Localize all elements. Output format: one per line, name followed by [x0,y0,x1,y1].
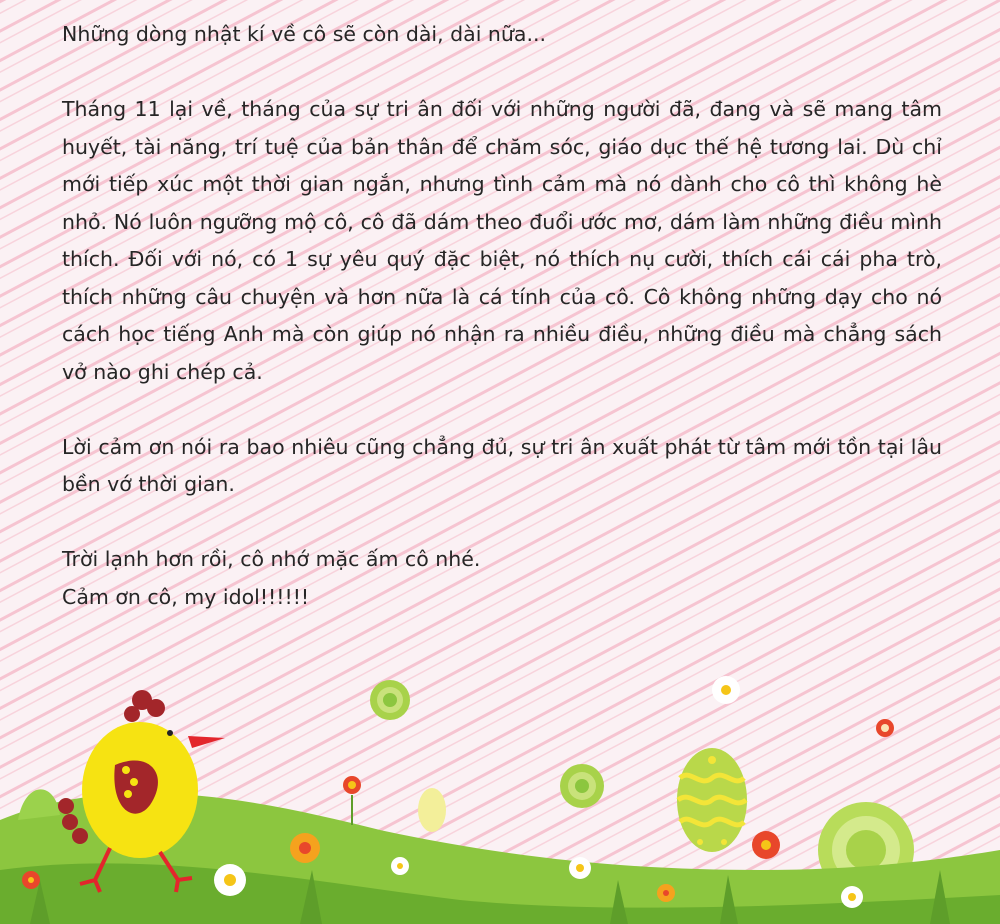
orange-flower-icon [290,833,320,863]
letter-intro: Những dòng nhật kí về cô sẽ còn dài, dài nữa... [62,22,547,46]
daisy-icon [391,857,409,875]
yellow-egg-icon [418,788,446,832]
easter-egg-icon [677,748,747,852]
letter-body [62,16,942,616]
closing-line-1: Trời lạnh hơn rồi, cô nhớ mặc ấm cô nhé. [62,547,481,571]
orange-flower-icon [752,831,780,859]
letter-paragraph-1: Tháng 11 lại về, tháng của sự tri ân đối với những người đã, đang và sẽ mang tâm huyết, tài năng, trí tuệ của bản thân để chăm sóc, giáo dục thế hệ tương lai. Dù chỉ mới tiếp xúc một thời gian ngắn, nhưng tình cảm mà nó dành cho cô thì không hè nhỏ. Nó luôn ngưỡng mộ cô, cô đã dám theo đuổi ước mơ, dám làm những điều mình thích. Đối với nó, có 1 sự yêu quý đặc biệt, nó thích nụ cười, thích cái cái pha trò, thích những câu chuyện và hơn nữa là cá tính của cô. Cô không những dạy cho nó cách học tiếng Anh mà còn giúp nó nhận ra nhiều điều, những điều mà chẳng sách vở nào ghi chép cả. [62,97,942,384]
orange-flower-icon [876,719,894,737]
orange-flower-icon [657,884,675,902]
daisy-icon [214,864,246,896]
daisy-icon [712,676,740,704]
green-circle-icon [370,680,410,720]
letter-closing [62,541,942,616]
green-circle-icon [560,764,604,808]
daisy-icon [569,857,591,879]
daisy-icon [841,886,863,908]
letter-paragraph-2: Lời cảm ơn nói ra bao nhiêu cũng chẳng đủ, sự tri ân xuất phát từ tâm mới tồn tại lâu bền vớ thời gian. [62,434,942,496]
closing-line-2: Cảm ơn cô, my idol!!!!!! [62,584,310,609]
orange-flower-icon [22,871,40,889]
